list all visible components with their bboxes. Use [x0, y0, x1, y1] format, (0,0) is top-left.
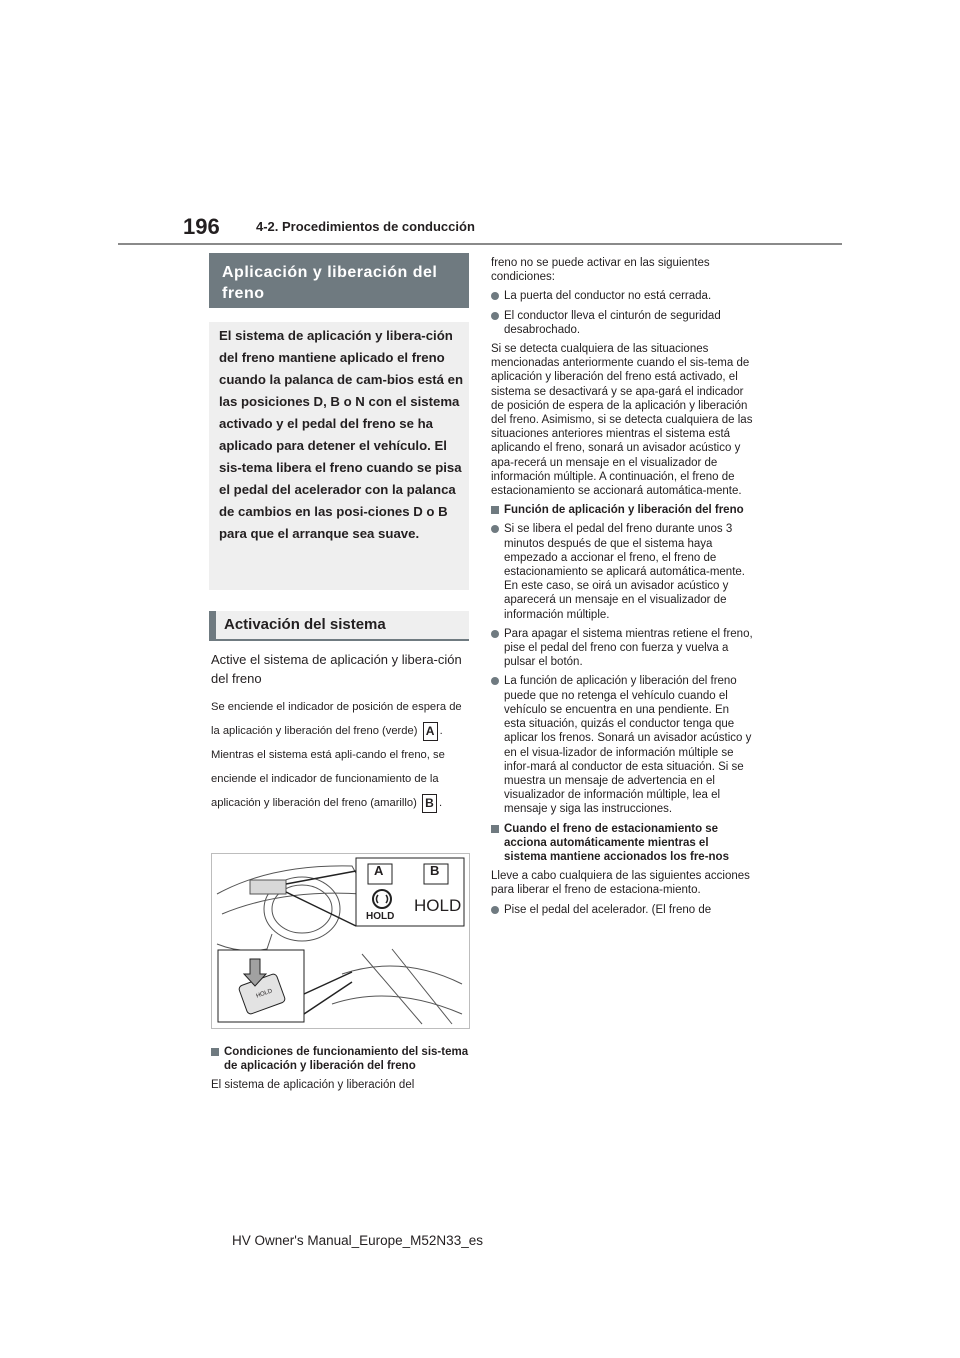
right-para-3: Lleve a cabo cualquiera de las siguientes acciones para liberar el freno de estaciona-miento.: [491, 870, 750, 897]
dashboard-drawing: [212, 854, 469, 1028]
footer-text: HV Owner's Manual_Europe_M52N33_es: [232, 1233, 483, 1248]
activation-instruction: Active el sistema de aplicación y libera-ción del freno: [211, 652, 462, 686]
topic-title-box: [209, 253, 469, 308]
brake-hold-illustration: [211, 853, 470, 1029]
activation-heading: Activación del sistema: [224, 616, 386, 633]
header-divider: [118, 243, 842, 245]
hold-indicator-large: HOLD: [414, 896, 462, 915]
bullet-turn-off: Para apagar el sistema mientras retiene el freno, pise el pedal del freno con fuerza y vuelva a pulsar el botón.: [491, 627, 753, 670]
activation-description: [211, 695, 469, 815]
intro-box: [209, 322, 469, 590]
activation-desc-1: Se enciende el indicador de posición de espera de la aplicación y liberación del freno (verde): [211, 701, 462, 737]
section-title: 4-2. Procedimientos de conducción: [256, 219, 475, 234]
activation-desc-3: .: [438, 797, 443, 809]
bullet-slope: La función de aplicación y liberación del freno puede que no retenga el vehículo cuando el vehículo se encuentra en una pendiente. En esta situación, quizás el conductor tenga que aplicar los frenos. Sonará un avisador acústico y en el visua-lizador de información múltiple se infor-mará al conductor de esta situación. Si se muestra un mensaje de advertencia en el visualizador de información múltiple, lea el mensaje y siga las instrucciones.: [491, 674, 753, 816]
right-para-1: freno no se puede activar en las siguientes condiciones:: [491, 257, 710, 284]
function-heading: Función de aplicación y liberación del freno: [491, 503, 753, 517]
conditions-text: El sistema de aplicación y liberación del: [211, 1079, 415, 1092]
activation-heading-box: [209, 611, 469, 641]
parking-brake-heading: Cuando el freno de estacionamiento se acciona automáticamente mientras el sistema mantiene accionados los fre-nos: [491, 822, 753, 865]
page-number: 196: [183, 214, 220, 239]
bullet-door: La puerta del conductor no está cerrada.: [491, 289, 753, 303]
key-a-badge: A: [423, 722, 438, 741]
right-para-2: Si se detecta cualquiera de las situaciones mencionadas anteriormente cuando el sis-tema de aplicación y liberación del freno está activado, el sistema se desactivará y se apa-gará el indicador de posición de espera de la aplicación y liberación del freno. Asimismo, si se detecta cualquiera de las situaciones anteriores mientras el sistema está aplicando el freno, sonará un avisador acústico y apa-recerá un mensaje en el visualizador de información múltiple. A continuación, el freno de estacionamiento se accionará automática-mente.: [491, 343, 753, 498]
activation-desc-2: . Mientras el sistema está apli-cando el freno, se enciende el indicador de funcionamiento de la aplicación y liberación del freno (amarillo): [211, 725, 445, 809]
hold-indicator-small: HOLD: [366, 911, 395, 922]
intro-text: El sistema de aplicación y libera-ción del freno mantiene aplicado el freno cuando la palanca de cam-bios está en las posiciones D, B o N con el sistema activado y el pedal del freno se ha aplicado para detener el vehículo. El sis-tema libera el freno cuando se pisa el pedal del acelerador con la palanca de cambios en las posi-ciones D o B para que el arranque sea suave.: [219, 328, 464, 541]
right-column: [491, 256, 753, 922]
bullet-seatbelt: El conductor lleva el cinturón de seguridad desabrochado.: [491, 309, 753, 337]
illus-label-a: A: [374, 863, 384, 878]
topic-title: Aplicación y liberación del freno: [222, 264, 438, 302]
conditions-section: [211, 1045, 469, 1093]
bullet-3-minutes: Si se libera el pedal del freno durante unos 3 minutos después de que el sistema haya empezado a accionar el freno, el freno de estacionamiento se aplicará automática-mente. En este caso, se oirá un avisador acústico y aparecerá un mensaje en el visualizador de información múltiple.: [491, 522, 753, 621]
bullet-accelerator: Pise el pedal del acelerador. (El freno de: [491, 903, 753, 917]
illus-label-b: B: [430, 863, 440, 878]
hold-button-label: HOLD: [255, 988, 274, 1000]
key-b-badge: B: [422, 794, 437, 813]
heading-bar: [209, 611, 216, 639]
conditions-heading: Condiciones de funcionamiento del sis-tema de aplicación y liberación del freno: [211, 1045, 469, 1073]
